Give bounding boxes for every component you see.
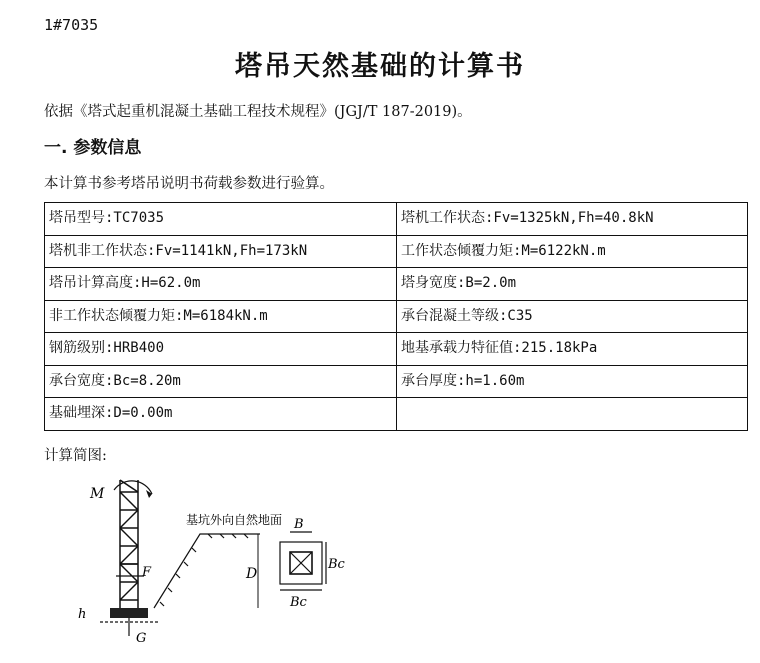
table-row [45,235,748,268]
plan-view [280,532,326,590]
table-cell: 工作状态倾覆力矩:M=6122kN.m [397,235,748,268]
depth-label: D [246,566,258,582]
table-row [45,300,748,333]
table-row [45,203,748,236]
table-cell: 基础埋深:D=0.00m [45,398,397,431]
table-row [45,268,748,301]
parameter-table [44,202,748,431]
table-row [45,333,748,366]
table-cell: 地基承载力特征值:215.18kPa [397,333,748,366]
table-cell: 塔吊计算高度:H=62.0m [45,268,397,301]
table-row [45,398,748,431]
ground-label: 基坑外向自然地面 [186,513,283,527]
table-row [45,365,748,398]
foundation-cap [110,608,148,618]
moment-label: M [90,486,105,502]
cap-width-label-side: Bc [328,557,345,572]
basis-text: 依据《塔式起重机混凝土基础工程技术规程》(JGJ/T 187-2019)。 [44,104,472,120]
tower-width-label: B [294,517,304,532]
table-cell: 非工作状态倾覆力矩:M=6184kN.m [45,300,397,333]
thickness-label: h [78,607,87,622]
table-cell: 塔吊型号:TC7035 [45,203,397,236]
force-label: F [142,565,152,580]
section-heading: 一. 参数信息 [44,138,142,158]
table-cell: 承台宽度:Bc=8.20m [45,365,397,398]
table-cell: 承台混凝土等级:C35 [397,300,748,333]
table-cell [397,398,748,431]
calculation-sketch [60,472,360,652]
table-cell: 承台厚度:h=1.60m [397,365,748,398]
excavation-slope [154,534,260,608]
table-cell: 钢筋级别:HRB400 [45,333,397,366]
page-title: 塔吊天然基础的计算书 [235,51,525,82]
tower-mast [120,480,138,608]
cap-width-label-bottom: Bc [290,595,307,610]
weight-label: G [136,631,147,646]
intro-text: 本计算书参考塔吊说明书荷载参数进行验算。 [44,176,334,192]
sketch-caption: 计算简图: [44,448,107,464]
table-cell: 塔机非工作状态:Fv=1141kN,Fh=173kN [45,235,397,268]
table-cell: 塔身宽度:B=2.0m [397,268,748,301]
document-id: 1#7035 [44,16,99,34]
table-cell: 塔机工作状态:Fv=1325kN,Fh=40.8kN [397,203,748,236]
